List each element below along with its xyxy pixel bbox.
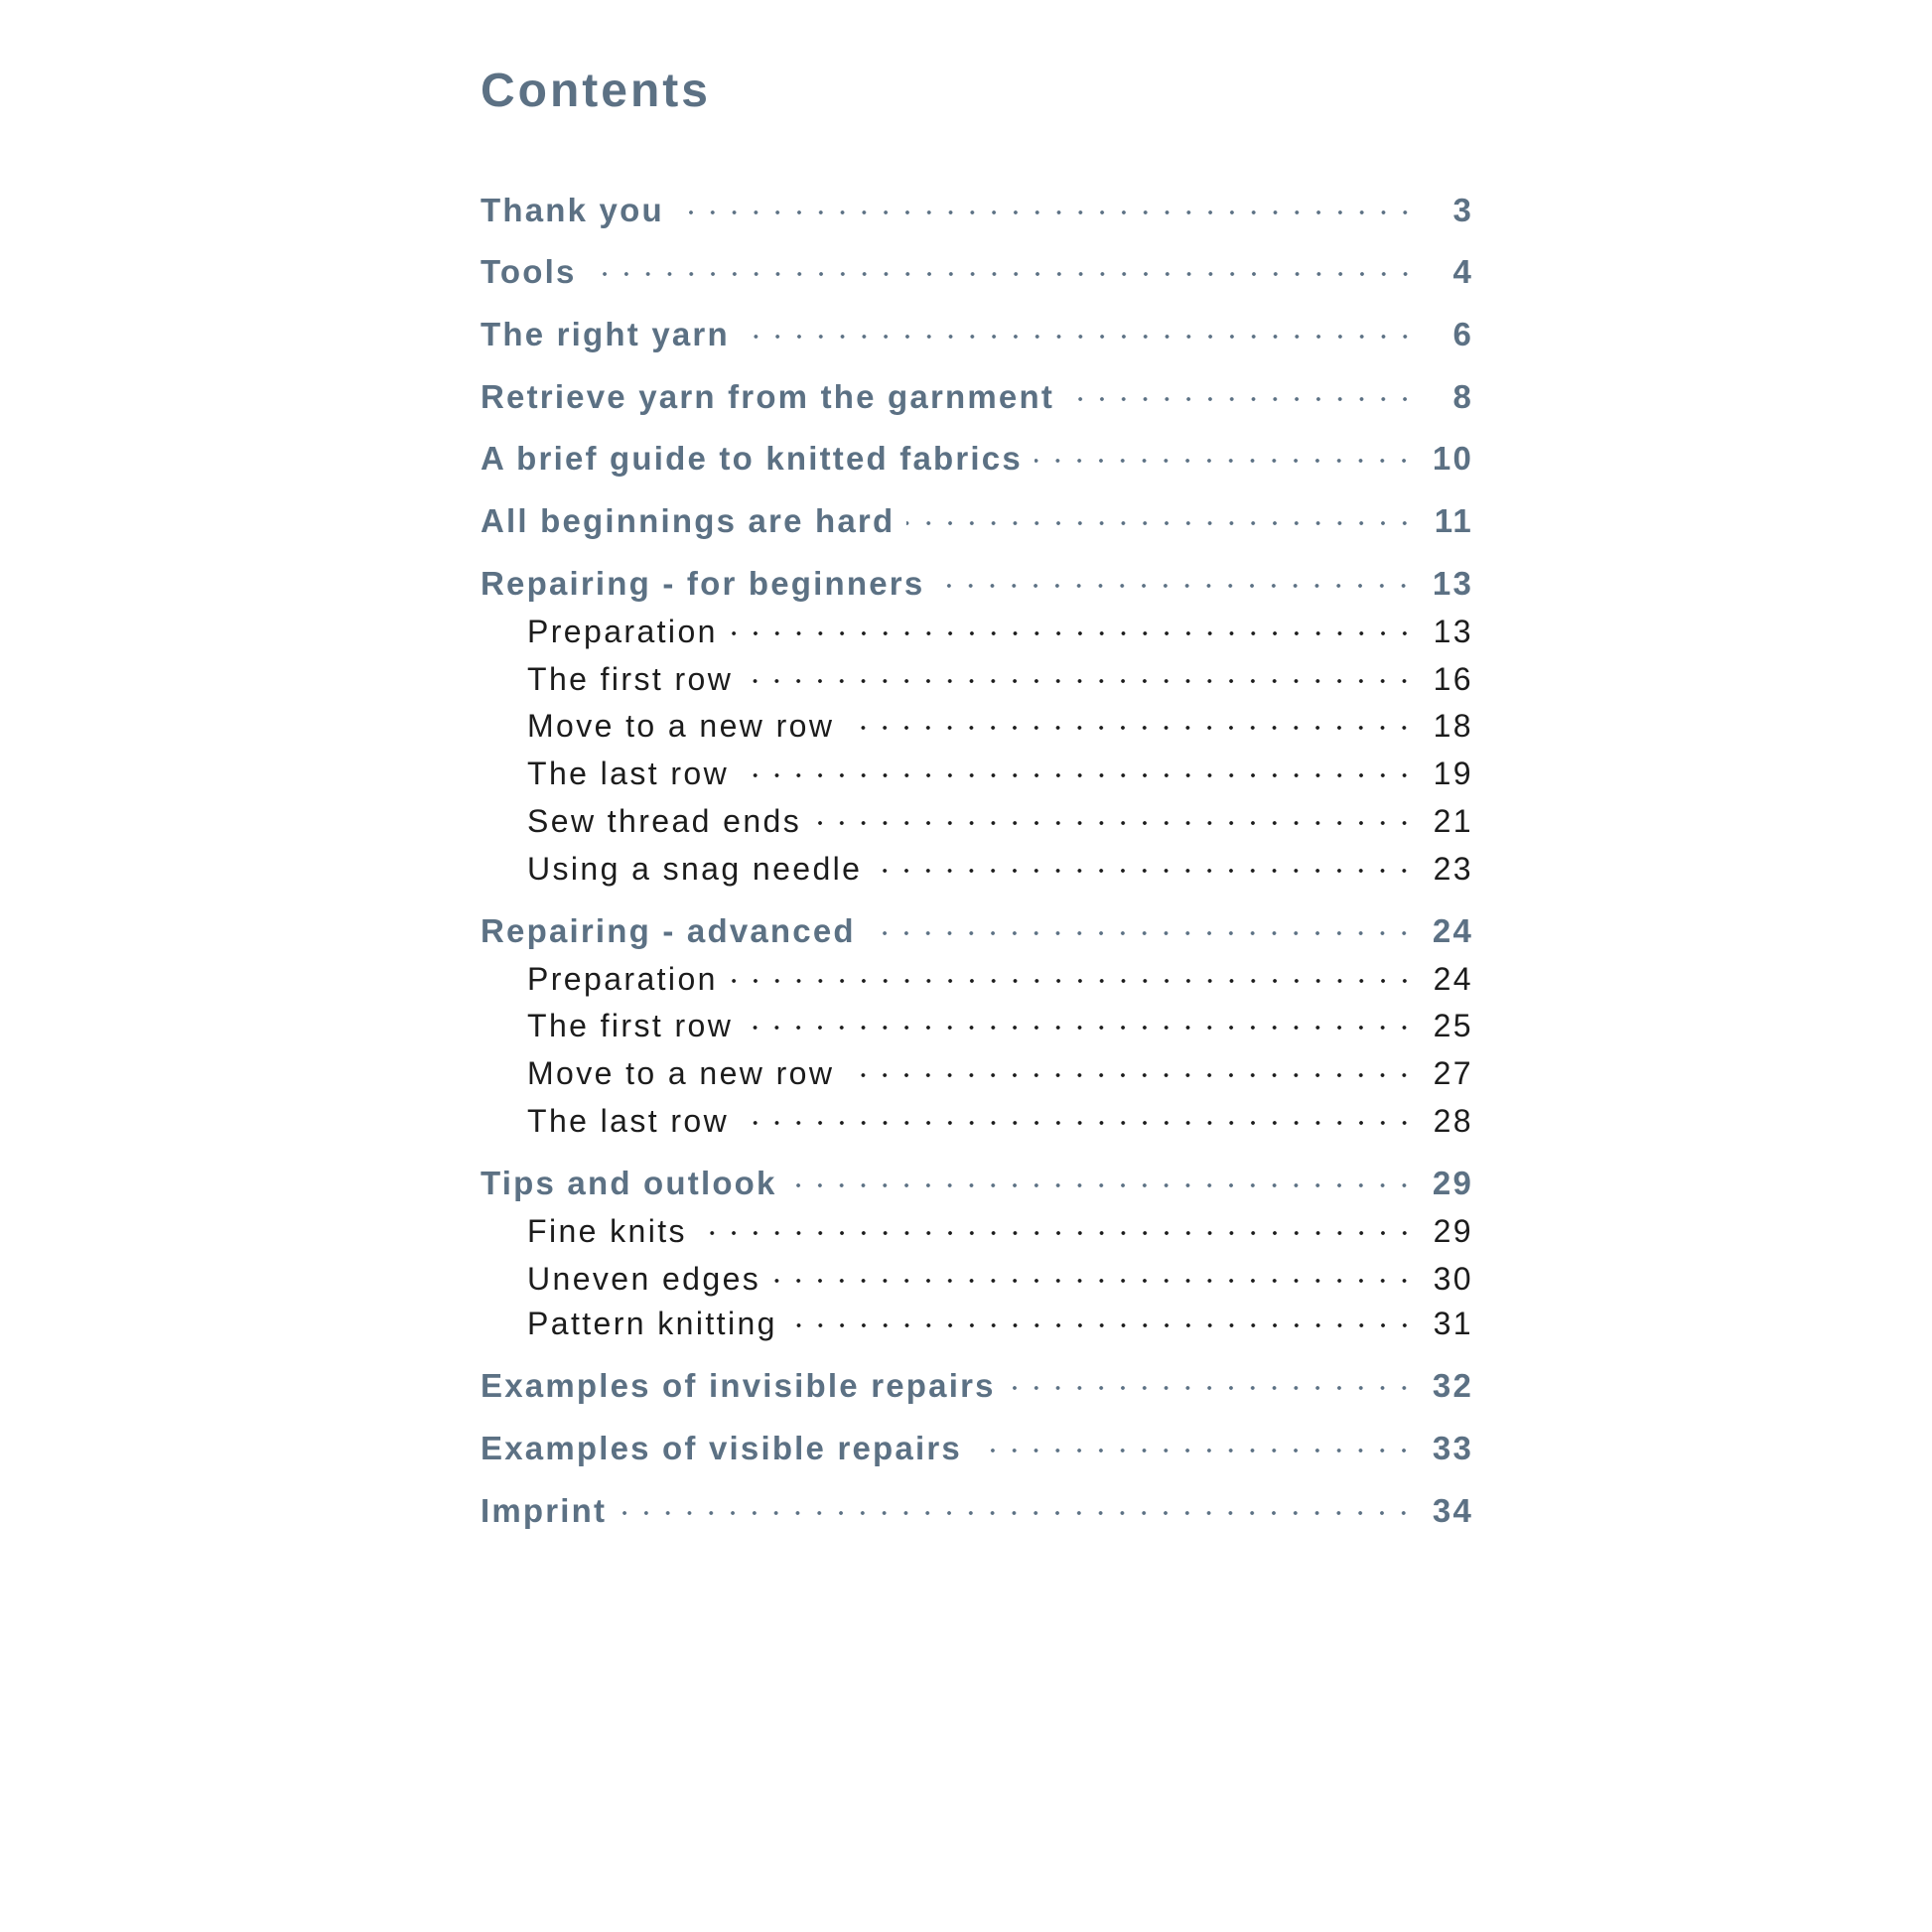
toc-entry-the-first-row[interactable] [481, 653, 1473, 699]
toc-entry-label: Tips and outlook [481, 1165, 777, 1201]
table-of-contents [481, 0, 1473, 1932]
toc-entry-page-number: 4 [1452, 253, 1473, 290]
toc-entry-page-number: 31 [1433, 1306, 1473, 1341]
toc-entry-the-first-row[interactable] [481, 1000, 1473, 1045]
toc-entry-label: The right yarn [481, 316, 730, 352]
toc-entry-label: Repairing - for beginners [481, 565, 925, 602]
toc-entry-fine-knits[interactable] [481, 1205, 1473, 1251]
toc-entry-the-last-row[interactable] [481, 748, 1473, 793]
toc-entry-imprint[interactable] [481, 1485, 1473, 1531]
toc-entry-page-number: 27 [1433, 1055, 1473, 1091]
toc-entry-a-brief-guide-to-knitted-fabrics[interactable] [481, 433, 1473, 479]
toc-entry-label: Tools [481, 253, 577, 290]
toc-entry-label: Move to a new row [527, 1055, 835, 1091]
dot-leader [745, 675, 1415, 687]
toc-entry-label: The first row [527, 1008, 734, 1043]
toc-entry-label: Examples of visible repairs [481, 1430, 962, 1466]
dot-leader [789, 1179, 1415, 1191]
toc-entry-thank-you[interactable] [481, 185, 1473, 230]
toc-entry-all-beginnings-are-hard[interactable] [481, 495, 1473, 541]
dot-leader [619, 1507, 1415, 1519]
toc-entry-page-number: 28 [1433, 1103, 1473, 1139]
toc-entry-label: Fine knits [527, 1213, 687, 1249]
toc-entry-label: Preparation [527, 614, 718, 649]
toc-entry-page-number: 29 [1432, 1165, 1473, 1201]
toc-entry-page-number: 18 [1433, 708, 1473, 744]
toc-entry-page-number: 24 [1433, 961, 1473, 997]
toc-entry-page-number: 6 [1452, 316, 1473, 352]
toc-entry-label: Pattern knitting [527, 1306, 777, 1341]
toc-entry-page-number: 21 [1433, 803, 1473, 839]
toc-entry-page-number: 32 [1432, 1367, 1473, 1404]
dot-leader [846, 1069, 1415, 1081]
toc-entry-page-number: 19 [1433, 756, 1473, 791]
toc-entry-examples-of-invisible-repairs[interactable] [481, 1360, 1473, 1406]
toc-entry-page-number: 23 [1433, 851, 1473, 887]
toc-entry-page-number: 30 [1433, 1261, 1473, 1297]
toc-entry-tips-and-outlook[interactable] [481, 1158, 1473, 1203]
toc-entry-retrieve-yarn-from-the-garnment[interactable] [481, 371, 1473, 417]
toc-entry-sew-thread-ends[interactable] [481, 795, 1473, 841]
toc-entry-examples-of-visible-repairs[interactable] [481, 1423, 1473, 1468]
toc-entry-page-number: 3 [1452, 192, 1473, 228]
toc-entry-label: Imprint [481, 1492, 608, 1529]
toc-entry-page-number: 25 [1433, 1008, 1473, 1043]
toc-entry-using-a-snag-needle[interactable] [481, 843, 1473, 889]
dot-leader [974, 1445, 1415, 1456]
dot-leader [874, 865, 1415, 877]
toc-entry-page-number: 8 [1452, 378, 1473, 415]
dot-leader [699, 1227, 1416, 1239]
toc-entry-label: Repairing - advanced [481, 912, 856, 949]
toc-entry-label: All beginnings are hard [481, 502, 896, 539]
toc-entry-label: A brief guide to knitted fabrics [481, 440, 1023, 477]
toc-entry-repairing-for-beginners[interactable] [481, 558, 1473, 604]
toc-entry-label: Sew thread ends [527, 803, 802, 839]
dot-leader [741, 769, 1416, 781]
toc-entry-page-number: 34 [1432, 1492, 1473, 1529]
toc-entry-uneven-edges[interactable] [481, 1253, 1473, 1299]
dot-leader [1008, 1382, 1415, 1394]
dot-leader [1066, 393, 1416, 405]
toc-entry-page-number: 24 [1432, 912, 1473, 949]
toc-entry-tools[interactable] [481, 246, 1473, 292]
toc-entry-label: Preparation [527, 961, 718, 997]
dot-leader [813, 817, 1415, 829]
toc-entry-move-to-a-new-row[interactable] [481, 700, 1473, 746]
dot-leader [589, 268, 1416, 280]
dot-leader [772, 1275, 1415, 1287]
toc-entry-page-number: 13 [1433, 614, 1473, 649]
dot-leader [730, 975, 1416, 987]
dot-leader [789, 1319, 1416, 1331]
contents-page [481, 0, 1473, 1932]
toc-entry-label: Thank you [481, 192, 664, 228]
dot-leader [730, 627, 1416, 639]
toc-entry-preparation[interactable] [481, 953, 1473, 999]
toc-entry-page-number: 16 [1433, 661, 1473, 697]
page-title: Contents [481, 65, 711, 117]
dot-leader [676, 207, 1416, 218]
toc-entry-label: Move to a new row [527, 708, 835, 744]
toc-entry-page-number: 11 [1434, 502, 1473, 539]
dot-leader [906, 517, 1416, 529]
toc-entry-the-last-row[interactable] [481, 1095, 1473, 1141]
dot-leader [1035, 455, 1415, 467]
toc-entry-page-number: 13 [1432, 565, 1473, 602]
toc-entry-page-number: 33 [1432, 1430, 1473, 1466]
dot-leader [745, 1022, 1415, 1034]
toc-entry-label: The last row [527, 1103, 730, 1139]
dot-leader [742, 331, 1416, 343]
toc-entry-move-to-a-new-row[interactable] [481, 1047, 1473, 1093]
dot-leader [846, 722, 1415, 734]
toc-entry-page-number: 10 [1432, 440, 1473, 477]
toc-entry-label: Retrieve yarn from the garnment [481, 378, 1055, 415]
toc-entry-preparation[interactable] [481, 606, 1473, 651]
dot-leader [741, 1117, 1416, 1129]
toc-entry-label: Using a snag needle [527, 851, 863, 887]
toc-entry-pattern-knitting[interactable] [481, 1298, 1473, 1343]
toc-entry-label: Examples of invisible repairs [481, 1367, 996, 1404]
toc-entry-label: The first row [527, 661, 734, 697]
toc-entry-label: Uneven edges [527, 1261, 761, 1297]
dot-leader [868, 927, 1415, 939]
dot-leader [936, 580, 1415, 592]
toc-entry-repairing-advanced[interactable] [481, 905, 1473, 951]
toc-entry-the-right-yarn[interactable] [481, 309, 1473, 354]
toc-entry-label: The last row [527, 756, 730, 791]
toc-entry-page-number: 29 [1433, 1213, 1473, 1249]
